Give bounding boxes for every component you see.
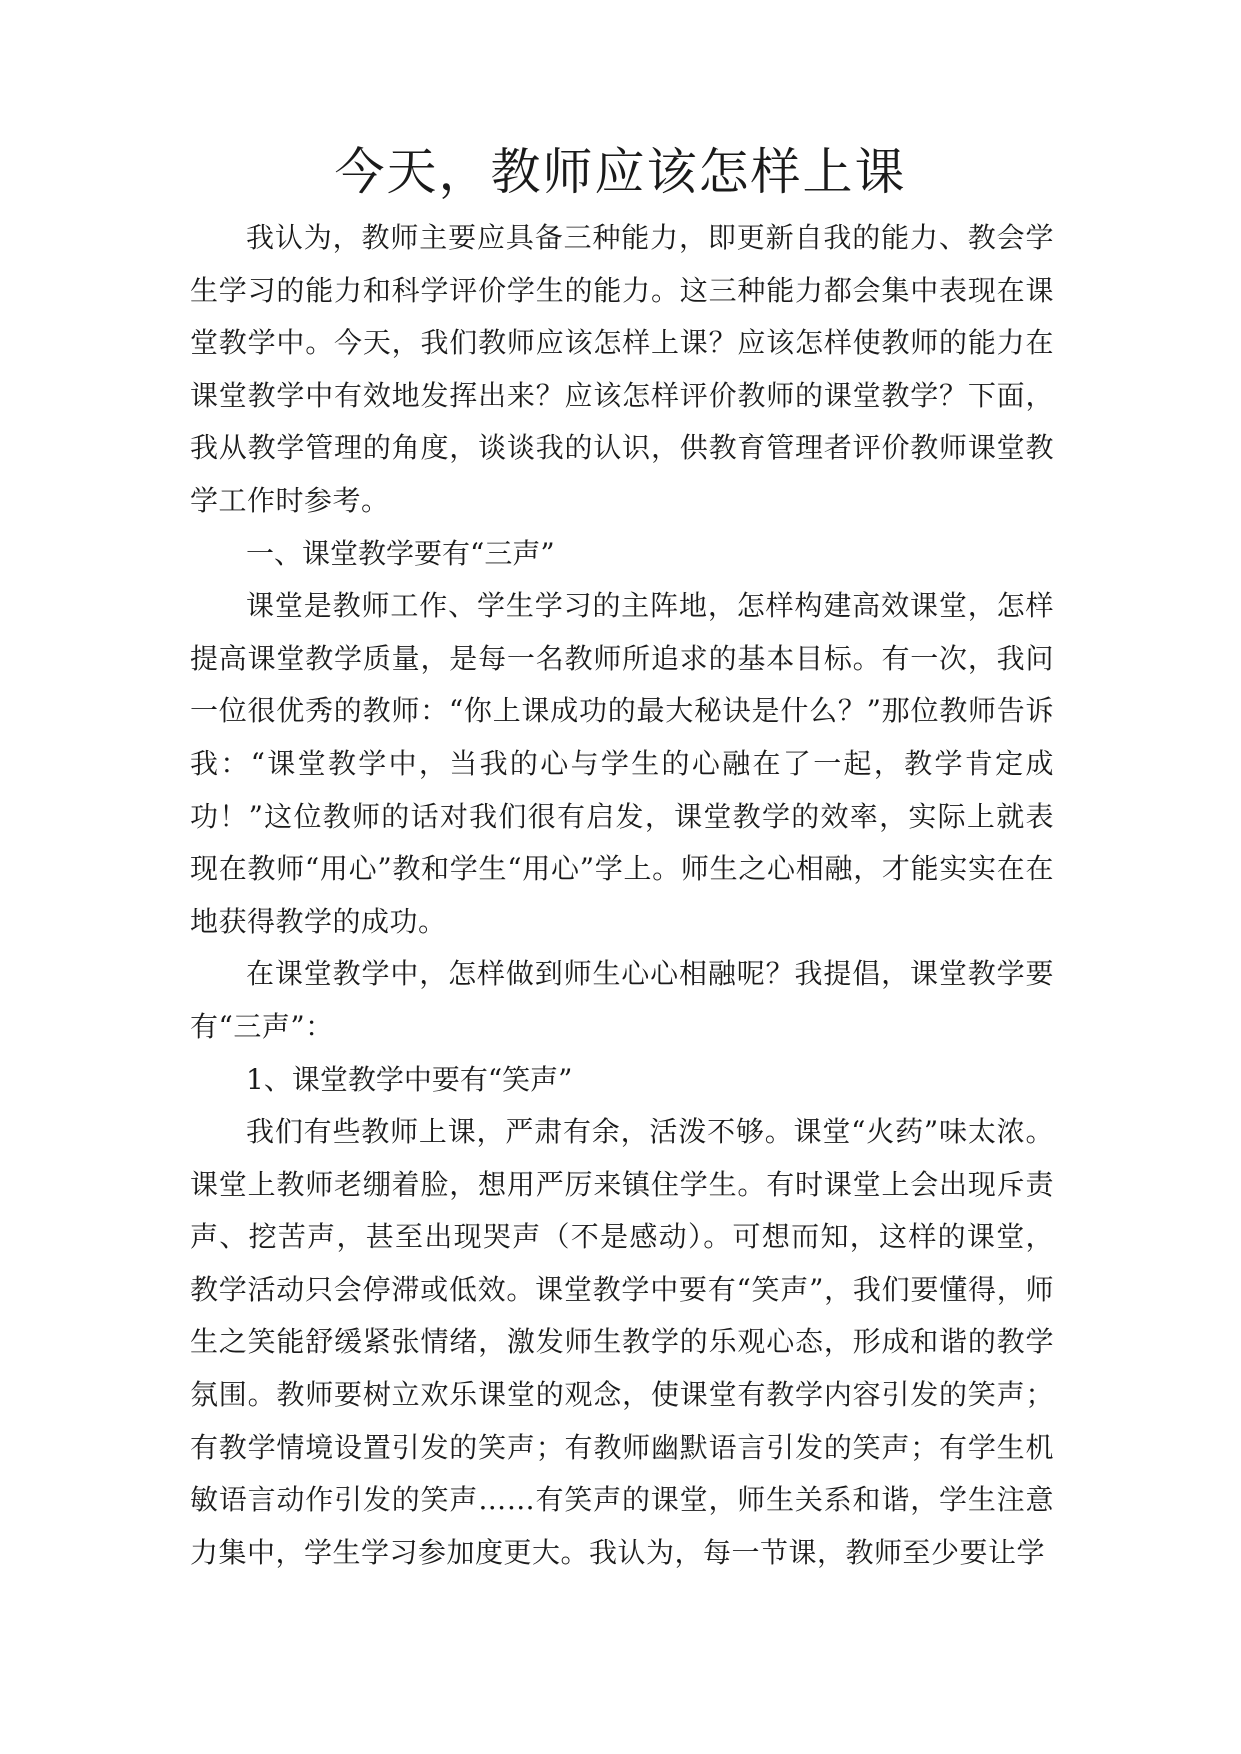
subheading-laughter: 1、课堂教学中要有“笑声” bbox=[246, 1062, 573, 1096]
document-body bbox=[190, 212, 1054, 1579]
document-title: 今天，教师应该怎样上课 bbox=[334, 143, 907, 201]
section-heading-three-sounds: 一、课堂教学要有“三声” bbox=[246, 536, 555, 570]
laughter-paragraph: 我们有些教师上课，严肃有余，活泼不够。课堂“火药”味太浓。课堂上教师老绷着脸，想用严厉来镇住学生。有时课堂上会出现斥责声、挖苦声，甚至出现哭声（不是感动）。可想而知，这样的课堂，教学活动只会停滞或低效。课堂教学中要有“笑声”，我们要懂得，师生之笑能舒缓紧张情绪，激发师生教学的乐观心态，形成和谐的教学氛围。教师要树立欢乐课堂的观念，使课堂有教学内容引发的笑声；有教学情境设置引发的笑声；有教师幽默语言引发的笑声；有学生机敏语言动作引发的笑声……有笑声的课堂，师生关系和谐，学生注意力集中，学生学习参加度更大。我认为，每一节课，教师至少要让学 bbox=[190, 1115, 1054, 1569]
intro-paragraph: 我认为，教师主要应具备三种能力，即更新自我的能力、教会学生学习的能力和科学评价学生的能力。这三种能力都会集中表现在课堂教学中。今天，我们教师应该怎样上课？应该怎样使教师的能力在课堂教学中有效地发挥出来？应该怎样评价教师的课堂教学？下面，我从教学管理的角度，谈谈我的认识，供教育管理者评价教师课堂教学工作时参考。 bbox=[190, 221, 1054, 517]
classroom-paragraph: 课堂是教师工作、学生学习的主阵地，怎样构建高效课堂，怎样提高课堂教学质量，是每一名教师所追求的基本目标。有一次，我问一位很优秀的教师：“你上课成功的最大秘诀是什么？”那位教师告诉我：“课堂教学中，当我的心与学生的心融在了一起，教学肯定成功！”这位教师的话对我们很有启发，课堂教学的效率，实际上就表现在教师“用心”教和学生“用心”学上。师生之心相融，才能实实在在地获得教学的成功。 bbox=[190, 589, 1054, 938]
three-sounds-intro-paragraph: 在课堂教学中，怎样做到师生心心相融呢？我提倡，课堂教学要有“三声”： bbox=[190, 957, 1054, 1043]
